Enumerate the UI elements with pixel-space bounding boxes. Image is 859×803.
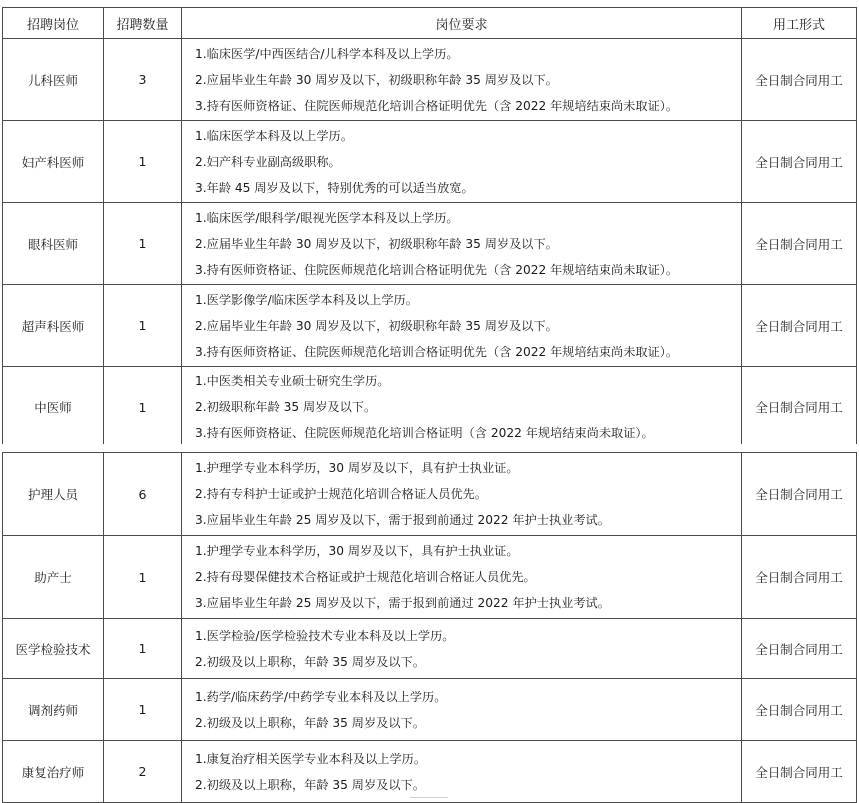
employment-form: 全日制合同用工	[742, 285, 857, 367]
requirements-cell	[182, 39, 742, 121]
requirement-line: 1.中医类相关专业硕士研究生学历。	[195, 374, 390, 388]
requirement-line: 1.临床医学本科及以上学历。	[195, 128, 353, 143]
requirement-line: 2.初级职称年龄 35 周岁及以下。	[195, 400, 377, 414]
table-row	[3, 285, 857, 367]
requirement-line: 2.持有专科护士证或护士规范化培训合格证人员优先。	[195, 487, 487, 501]
requirements-cell	[182, 741, 742, 803]
table-row	[3, 679, 857, 741]
position-name: 儿科医师	[3, 39, 104, 121]
requirement-line: 1.临床医学/眼科学/眼视光医学本科及以上学历。	[195, 210, 459, 225]
position-count: 1	[104, 367, 182, 448]
requirement-line: 1.临床医学/中西医结合/儿科学本科及以上学历。	[195, 46, 459, 61]
table-row	[3, 367, 857, 448]
position-name: 中医师	[3, 367, 104, 448]
requirements-cell	[182, 619, 742, 679]
position-name: 医学检验技术	[3, 619, 104, 679]
position-count: 2	[104, 741, 182, 803]
requirement-line: 1.护理学专业本科学历，30 周岁及以下，具有护士执业证。	[195, 544, 519, 558]
requirement-line: 3.应届毕业生年龄 25 周岁及以下，需于报到前通过 2022 年护士执业考试。	[195, 513, 610, 527]
header-row	[3, 8, 857, 39]
requirement-line: 2.初级及以上职称，年龄 35 周岁及以下。	[195, 715, 425, 730]
employment-form: 全日制合同用工	[742, 367, 857, 448]
employment-form: 全日制合同用工	[742, 39, 857, 121]
requirement-line: 2.妇产科专业副高级职称。	[195, 154, 341, 169]
position-name: 康复治疗师	[3, 741, 104, 803]
requirements-cell	[182, 536, 742, 619]
position-count: 1	[104, 619, 182, 679]
requirement-line: 3.持有医师资格证、住院医师规范化培训合格证明优先（含 2022 年规培结束尚未取证）。	[195, 262, 679, 277]
header-requirements: 岗位要求	[182, 8, 742, 39]
table-gap	[0, 444, 859, 452]
page-bottom-mark	[410, 797, 448, 798]
employment-form: 全日制合同用工	[742, 453, 857, 536]
table-row	[3, 203, 857, 285]
requirement-line: 2.持有母婴保健技术合格证或护士规范化培训合格证人员优先。	[195, 570, 536, 584]
position-count: 1	[104, 203, 182, 285]
table-row	[3, 39, 857, 121]
requirement-line: 2.应届毕业生年龄 30 周岁及以下，初级职称年龄 35 周岁及以下。	[195, 318, 558, 333]
requirement-line: 3.持有医师资格证、住院医师规范化培训合格证明优先（含 2022 年规培结束尚未取证）。	[195, 98, 679, 113]
requirement-line: 2.初级及以上职称，年龄 35 周岁及以下。	[195, 777, 425, 792]
requirements-cell	[182, 121, 742, 203]
requirement-line: 2.初级及以上职称，年龄 35 周岁及以下。	[195, 654, 425, 669]
requirement-line: 1.药学/临床药学/中药学专业本科及以上学历。	[195, 689, 447, 704]
requirement-line: 1.护理学专业本科学历，30 周岁及以下，具有护士执业证。	[195, 461, 519, 475]
position-name: 助产士	[3, 536, 104, 619]
employment-form: 全日制合同用工	[742, 741, 857, 803]
table-row	[3, 536, 857, 619]
header-count: 招聘数量	[104, 8, 182, 39]
header-employment: 用工形式	[742, 8, 857, 39]
employment-form: 全日制合同用工	[742, 679, 857, 741]
header-position: 招聘岗位	[3, 8, 104, 39]
position-count: 1	[104, 536, 182, 619]
recruitment-table-top	[2, 7, 857, 448]
requirement-line: 1.康复治疗相关医学专业本科及以上学历。	[195, 751, 427, 766]
employment-form: 全日制合同用工	[742, 203, 857, 285]
position-name: 超声科医师	[3, 285, 104, 367]
position-count: 1	[104, 121, 182, 203]
position-name: 眼科医师	[3, 203, 104, 285]
position-count: 1	[104, 285, 182, 367]
position-count: 6	[104, 453, 182, 536]
requirement-line: 1.医学影像学/临床医学本科及以上学历。	[195, 292, 418, 307]
table-row	[3, 741, 857, 803]
position-count: 3	[104, 39, 182, 121]
requirements-cell	[182, 203, 742, 285]
recruitment-table-bottom	[2, 452, 857, 803]
requirements-cell	[182, 367, 742, 448]
requirement-line: 2.应届毕业生年龄 30 周岁及以下，初级职称年龄 35 周岁及以下。	[195, 72, 558, 87]
position-name: 妇产科医师	[3, 121, 104, 203]
table-row	[3, 619, 857, 679]
requirement-line: 3.持有医师资格证、住院医师规范化培训合格证明（含 2022 年规培结束尚未取证）。	[195, 426, 654, 440]
employment-form: 全日制合同用工	[742, 619, 857, 679]
requirement-line: 1.医学检验/医学检验技术专业本科及以上学历。	[195, 628, 455, 643]
requirement-line: 3.持有医师资格证、住院医师规范化培训合格证明优先（含 2022 年规培结束尚未取证）。	[195, 344, 679, 359]
requirement-line: 2.应届毕业生年龄 30 周岁及以下，初级职称年龄 35 周岁及以下。	[195, 236, 558, 251]
requirement-line: 3.年龄 45 周岁及以下，特别优秀的可以适当放宽。	[195, 180, 474, 195]
position-name: 护理人员	[3, 453, 104, 536]
table-row	[3, 453, 857, 536]
requirement-line: 3.应届毕业生年龄 25 周岁及以下，需于报到前通过 2022 年护士执业考试。	[195, 596, 610, 610]
requirements-cell	[182, 285, 742, 367]
position-name: 调剂药师	[3, 679, 104, 741]
employment-form: 全日制合同用工	[742, 121, 857, 203]
employment-form: 全日制合同用工	[742, 536, 857, 619]
requirements-cell	[182, 453, 742, 536]
requirements-cell	[182, 679, 742, 741]
table-row	[3, 121, 857, 203]
position-count: 1	[104, 679, 182, 741]
